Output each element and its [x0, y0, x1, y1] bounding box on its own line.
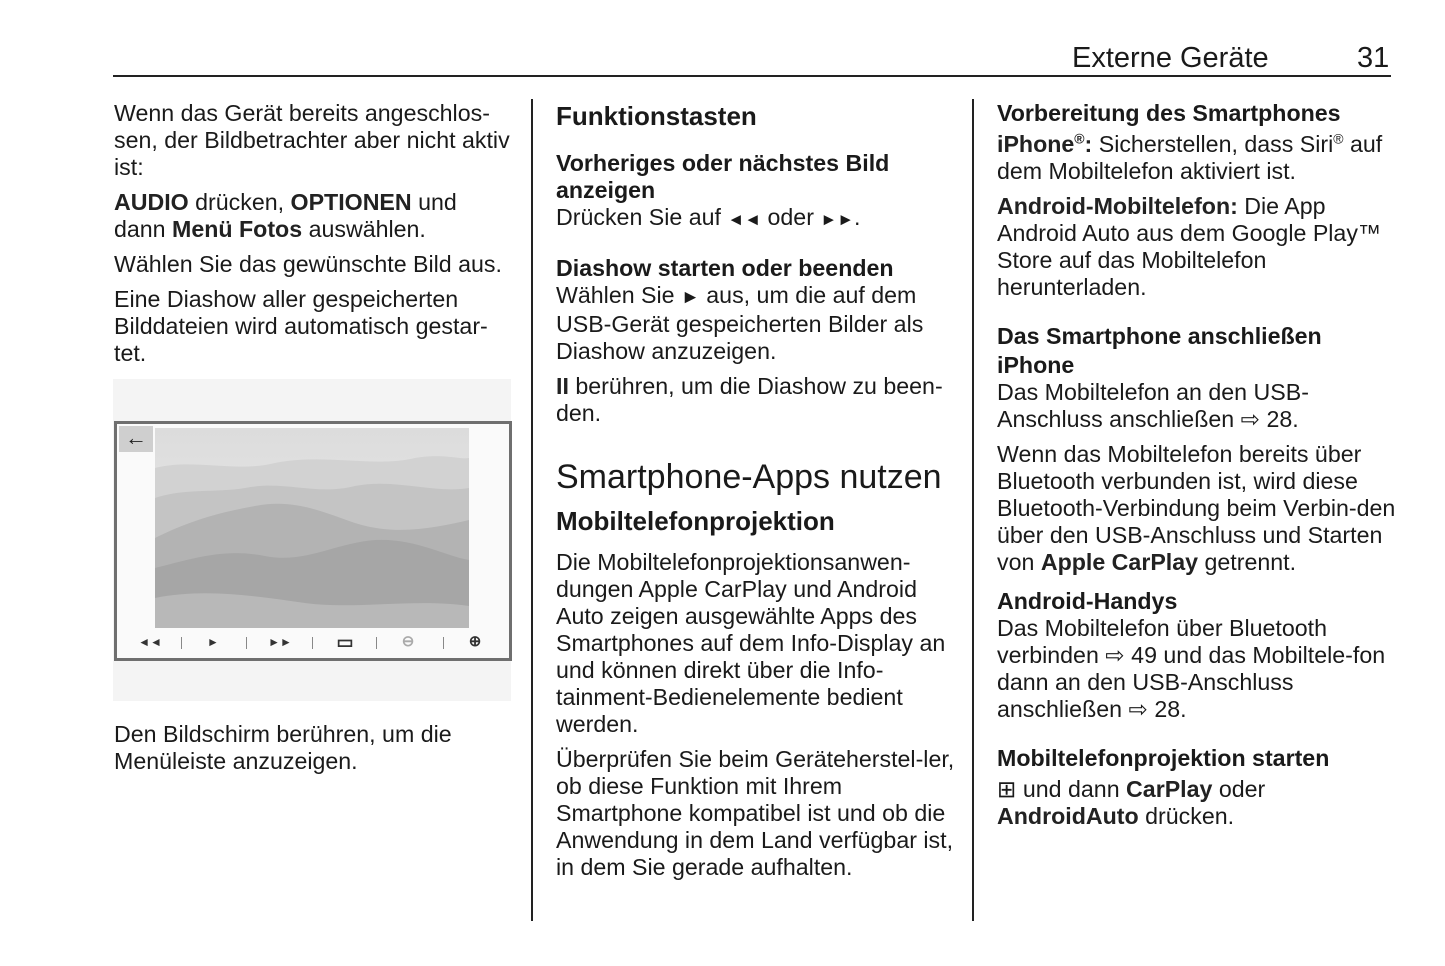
- iphone-label: [997, 131, 1092, 157]
- text: oder: [761, 204, 821, 230]
- previous-icon: ◄◄: [727, 210, 762, 229]
- heading-iphone: iPhone: [997, 352, 1075, 378]
- heading-vorbereitung: Vorbereitung des Smartphones: [997, 100, 1341, 126]
- image-viewer-figure: [113, 379, 511, 701]
- paragraph-select-image: Wählen Sie das gewünschte Bild aus.: [114, 251, 502, 277]
- text: aus, um die auf dem USB-Gerät gespeicherten Bilder als Diashow anzuzeigen.: [556, 282, 924, 364]
- paragraph-slideshow-auto: Eine Diashow aller gespeicherten Bilddateien wird automatisch gestar-tet.: [114, 286, 488, 366]
- reference-arrow-icon: ⇨: [1128, 696, 1148, 722]
- apple-carplay-label: Apple CarPlay: [1040, 549, 1199, 575]
- reference-arrow-icon: ⇨: [1240, 406, 1261, 432]
- column-3: [997, 100, 1407, 830]
- text: .: [854, 204, 861, 230]
- text: drücken.: [1138, 803, 1235, 829]
- heading-funktionstasten: Funktionstasten: [556, 101, 757, 131]
- column-divider-1: [531, 99, 533, 921]
- text: Drücken Sie auf: [556, 204, 728, 230]
- paragraph-starten: [997, 776, 1407, 830]
- paragraph-touch-screen: Den Bildschirm berühren, um die Menüleiste anzuzeigen.: [114, 721, 452, 774]
- text: auswählen.: [302, 216, 426, 242]
- paragraph-diashow: [556, 282, 956, 365]
- paragraph-audio-instructions: [114, 189, 514, 243]
- text: Wählen Sie: [556, 282, 682, 308]
- home-grid-icon: ⊞: [997, 776, 1017, 802]
- iphone-text: iPhone: [997, 131, 1075, 157]
- text: getrennt.: [1198, 549, 1297, 575]
- play-icon[interactable]: ►: [207, 635, 219, 649]
- column-2: [556, 100, 956, 881]
- control-separator: [376, 637, 377, 649]
- paragraph-iphone-prep: [997, 131, 1407, 185]
- heading-smartphone-apps: Smartphone-Apps nutzen: [556, 458, 942, 496]
- slideshow-view-icon[interactable]: ▭: [336, 632, 354, 652]
- page-reference: 49: [1124, 642, 1157, 668]
- next-icon[interactable]: ►►: [268, 635, 292, 649]
- column-1-bottom: [114, 721, 514, 775]
- registered-mark: ®: [1333, 130, 1344, 147]
- colon: :: [1084, 131, 1093, 157]
- text: berühren, um die Diashow zu been-den.: [556, 373, 943, 426]
- text: drücken,: [188, 189, 291, 215]
- text: Sicherstellen, dass Siri: [1092, 131, 1334, 157]
- pause-icon: II: [556, 373, 569, 399]
- text: Die App Android Auto aus dem Google Play™ Store auf das Mobiltelefon herunterladen.: [997, 193, 1382, 300]
- viewer-screen: [114, 421, 512, 661]
- audio-label: AUDIO: [114, 189, 189, 215]
- heading-projektion: Mobiltelefonprojektion: [556, 506, 835, 536]
- play-icon: ►: [681, 287, 700, 308]
- paragraph-bluetooth: [997, 441, 1407, 576]
- paragraph-prev-next: [556, 204, 956, 233]
- android-label: Android-Mobiltelefon:: [997, 193, 1238, 219]
- text: auf dem Mobiltelefon aktiviert ist.: [997, 131, 1383, 184]
- photo-mountains: [155, 428, 469, 628]
- zoom-in-icon[interactable]: ⊕: [468, 633, 482, 650]
- control-separator: [443, 637, 444, 649]
- paragraph-iphone-connect: [997, 379, 1407, 433]
- text: und das Mobiltele-fon dann an den USB-Anschluss anschließen: [997, 642, 1386, 722]
- control-separator: [312, 637, 313, 649]
- menu-fotos-label: Menü Fotos: [172, 216, 303, 242]
- text: oder: [1212, 776, 1266, 802]
- heading-prev-next: Vorheriges oder nächstes Bild anzeigen: [556, 150, 890, 203]
- heading-android-handys: Android-Handys: [997, 588, 1178, 614]
- page-number: 31: [1357, 42, 1390, 74]
- page-reference: 28.: [1260, 406, 1299, 432]
- heading-anschliessen: Das Smartphone anschließen: [997, 323, 1322, 349]
- heading-diashow: Diashow starten oder beenden: [556, 255, 894, 281]
- page-header-title: Externe Geräte: [1072, 42, 1269, 74]
- paragraph-projektion: Die Mobiltelefonprojektionsanwen-dungen Apple CarPlay und Android Auto zeigen ausgewählte Apps des Smartphones auf dem Info-Display an und können direkt über die Info-tainment-Bedienelemente bedient werden.: [556, 549, 946, 737]
- registered-mark: ®: [1074, 130, 1085, 147]
- zoom-out-icon[interactable]: ⊖: [401, 633, 415, 650]
- back-arrow-icon[interactable]: ←: [119, 426, 153, 452]
- text: Das Mobiltelefon an den USB-Anschluss anschließen: [997, 379, 1309, 432]
- paragraph-pruefen: Überprüfen Sie beim Geräteherstel-ler, ob diese Funktion mit Ihrem Smartphone kompatibel ist und ob die Anwendung in dem Land verfügbar ist, in dem Sie gerade aufhalten.: [556, 746, 955, 880]
- optionen-label: OPTIONEN: [290, 189, 412, 215]
- page-reference: 28.: [1147, 696, 1187, 722]
- next-icon: ►►: [820, 210, 855, 229]
- reference-arrow-icon: ⇨: [1105, 642, 1125, 668]
- androidauto-label: AndroidAuto: [997, 803, 1139, 829]
- control-separator: [246, 637, 247, 649]
- text: und dann: [1016, 776, 1127, 802]
- paragraph-pause: [556, 373, 956, 427]
- text: Wenn das Mobiltelefon bereits über Bluetooth verbunden ist, wird diese Bluetooth-Verbindung beim Verbin-den über den USB-Anschluss und Starten von: [997, 441, 1396, 575]
- paragraph-android-connect: [997, 615, 1407, 723]
- control-separator: [181, 637, 182, 649]
- column-1: [114, 100, 514, 367]
- paragraph-connected: Wenn das Gerät bereits angeschlos-sen, der Bildbetrachter aber nicht aktiv ist:: [114, 100, 510, 180]
- column-divider-2: [972, 99, 974, 921]
- text: Das Mobiltelefon über Bluetooth verbinden: [997, 615, 1327, 668]
- heading-starten: Mobiltelefonprojektion starten: [997, 745, 1330, 771]
- paragraph-android-prep: [997, 193, 1407, 301]
- previous-icon[interactable]: ◄◄: [138, 635, 162, 649]
- carplay-label: CarPlay: [1126, 776, 1213, 802]
- text: und dann: [114, 189, 457, 242]
- header-rule: [113, 75, 1391, 77]
